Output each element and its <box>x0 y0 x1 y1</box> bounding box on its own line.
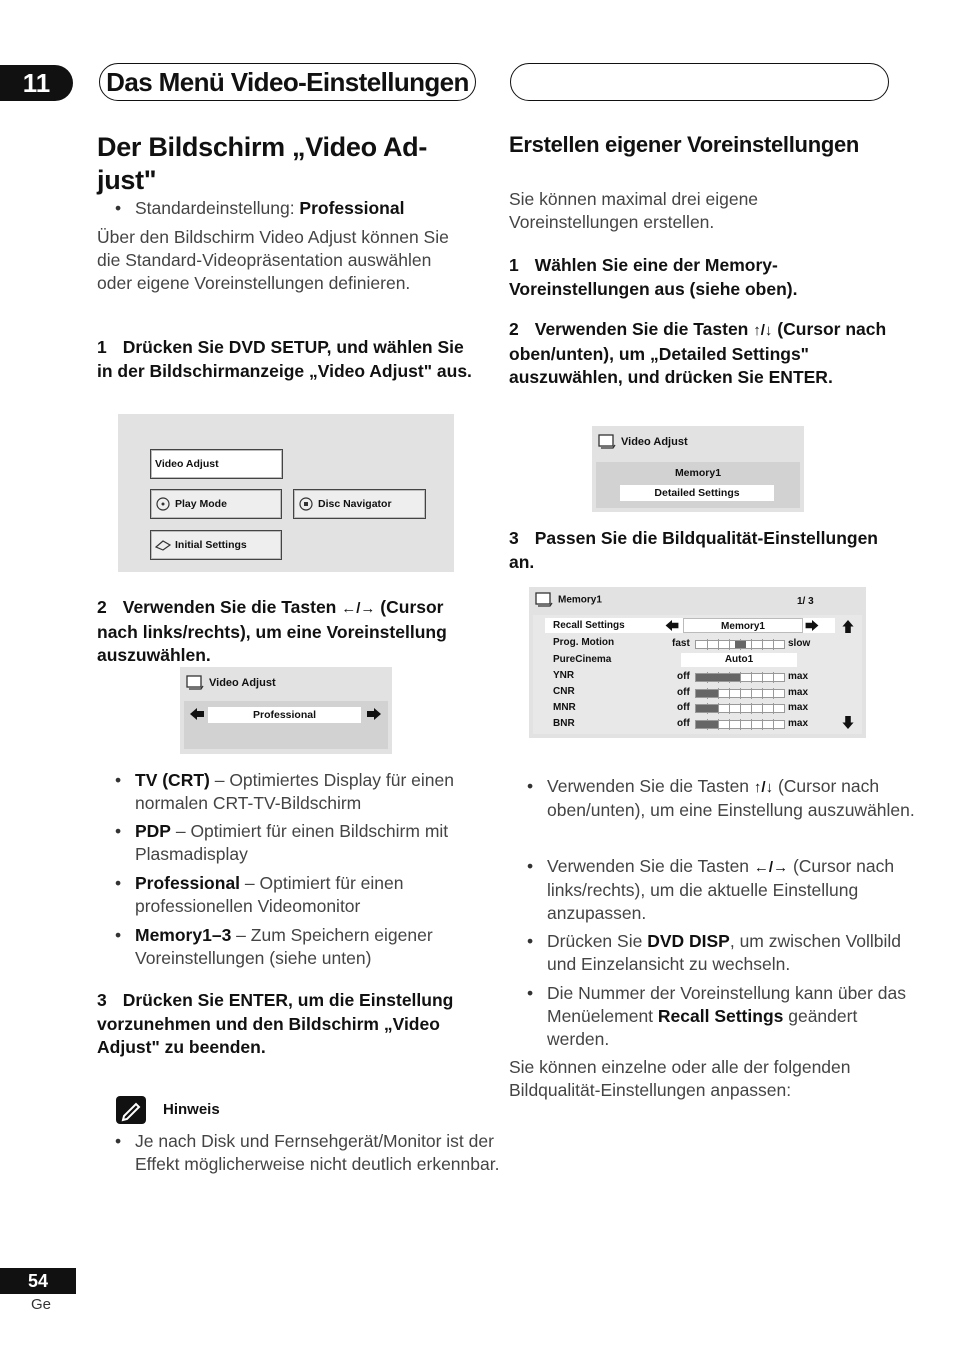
step-text: Drücken Sie ENTER, um die Einstellung vorzunehmen und den Bildschirm „Video Adjust" zu beenden. <box>97 990 454 1057</box>
text: , um zwischen Vollbild und Einzelansicht zu wechseln. <box>547 931 902 974</box>
screen-header <box>534 591 602 609</box>
left-right-arrows: ←/→ <box>341 600 376 617</box>
step-1 <box>509 254 879 301</box>
list-item <box>509 982 922 1051</box>
description: – Optimiert für einen Bildschirm mit Plasmadisplay <box>135 821 449 864</box>
min-label: off <box>677 718 690 729</box>
description: – Optimiertes Display für einen normalen CRT-TV-Bildschirm <box>135 770 454 813</box>
list-item <box>97 924 517 970</box>
row-label: CNR <box>553 686 575 697</box>
page-indicator: 1/ 3 <box>797 596 814 607</box>
level-bar[interactable] <box>695 689 785 698</box>
disc-play-icon <box>155 497 171 511</box>
play-mode-label: Play Mode <box>175 498 227 510</box>
bar-fill <box>696 674 740 681</box>
level-bar[interactable] <box>695 720 785 729</box>
selector-panel <box>184 701 388 749</box>
max-label: max <box>788 702 809 713</box>
step-number: 2 <box>97 597 107 617</box>
bar-tick <box>751 688 752 699</box>
step-number: 1 <box>97 337 107 357</box>
min-label: off <box>677 702 690 713</box>
max-label: max <box>788 687 809 698</box>
video-adjust-label: Video Adjust <box>155 458 219 470</box>
bar-tick <box>729 688 730 699</box>
step-text-b: (Cursor nach links/rechts), um eine Voreinstellung auszuwählen. <box>97 597 447 665</box>
step-1 <box>97 336 477 383</box>
note-body: Je nach Disk und Fernsehgerät/Monitor ist der Effekt möglicherweise nicht deutlich erkennbar. <box>135 1131 500 1174</box>
bar-tick <box>762 703 763 714</box>
min-label: fast <box>672 638 690 649</box>
bar-tick <box>751 703 752 714</box>
video-adjust-button[interactable] <box>150 449 283 479</box>
list-item <box>97 820 517 866</box>
term: PDP <box>135 821 171 841</box>
play-mode-button[interactable] <box>150 489 282 519</box>
default-label: Standardeinstellung: <box>135 198 300 218</box>
list-item <box>97 872 517 918</box>
memory-value: Memory1 <box>674 467 722 479</box>
initial-settings-label: Initial Settings <box>175 539 247 551</box>
bar-tick <box>707 639 708 650</box>
menu-item-name: Recall Settings <box>657 1006 784 1026</box>
max-label: max <box>788 718 809 729</box>
video-adjust-screen <box>180 667 392 754</box>
intro-paragraph: Über den Bildschirm Video Adjust können Sie die Standard-Videopräsentation auswählen oder eigene Voreinstellungen definieren. <box>97 227 449 293</box>
row-label: Prog. Motion <box>553 637 615 648</box>
list-item <box>509 775 922 822</box>
step-2 <box>509 318 894 390</box>
min-label: off <box>677 687 690 698</box>
text: geändert werden. <box>547 1006 858 1049</box>
row-label: PureCinema <box>553 654 612 665</box>
initial-settings-button[interactable] <box>150 530 282 560</box>
term: Memory1–3 <box>135 925 232 945</box>
default-value: Professional <box>299 198 405 218</box>
intro-paragraph: Sie können maximal drei eigene Voreinstellungen erstellen. <box>509 189 759 232</box>
settings-panel <box>533 615 862 734</box>
bar-tick <box>762 719 763 730</box>
bar-fill <box>696 705 718 712</box>
scroll-up-icon[interactable] <box>842 620 854 633</box>
preset-value[interactable]: Professional <box>208 707 361 723</box>
note-label: Hinweis <box>163 1101 220 1118</box>
up-down-arrows: ↑/↓ <box>753 779 774 796</box>
screen-title: Memory1 <box>558 594 602 606</box>
left-right-arrows: ←/→ <box>753 859 789 876</box>
setup-menu-screen <box>118 414 454 572</box>
row-label: BNR <box>553 718 575 729</box>
screen-header <box>597 433 688 451</box>
chapter-number: 11 <box>0 65 73 101</box>
max-label: slow <box>788 638 811 649</box>
step-text-a: Verwenden Sie die Tasten <box>122 597 342 617</box>
bar-tick <box>751 719 752 730</box>
step-3 <box>97 989 472 1060</box>
disc-navigator-icon <box>298 497 314 511</box>
bar-tick <box>773 639 774 650</box>
disc-navigator-label: Disc Navigator <box>318 498 392 510</box>
text: Verwenden Sie die Tasten <box>547 856 754 876</box>
level-bar[interactable] <box>695 640 785 649</box>
bar-tick <box>718 703 719 714</box>
text: (Cursor nach oben/unten), um eine Einstellung auszuwählen. <box>547 776 915 820</box>
settings-icon <box>155 538 171 552</box>
chapter-title: Das Menü Video-Einstellungen <box>99 63 476 101</box>
step-number: 3 <box>509 528 519 548</box>
bar-tick <box>773 703 774 714</box>
arrow-left-icon[interactable] <box>190 708 204 720</box>
detailed-settings-item[interactable]: Detailed Settings <box>620 485 774 501</box>
bar-fill <box>696 690 718 697</box>
step-3 <box>509 527 879 574</box>
bar-tick <box>718 639 719 650</box>
recall-value[interactable]: Memory1 <box>683 618 803 633</box>
list-item <box>97 769 517 815</box>
bar-tick <box>740 672 741 683</box>
memory-panel <box>596 462 800 508</box>
outro-paragraph: Sie können einzelne oder alle der folgenden Bildqualität-Einstellungen anpassen: <box>509 1057 851 1100</box>
chapter-pill-empty <box>510 63 889 101</box>
bar-tick <box>773 672 774 683</box>
default-setting <box>97 197 515 220</box>
row-label: Recall Settings <box>553 620 625 631</box>
video-adjust-icon <box>185 674 205 692</box>
term: Professional <box>135 873 241 893</box>
detailed-settings-screen <box>529 587 866 738</box>
bar-fill <box>696 721 718 728</box>
step-text: Passen Sie die Bildqualität-Einstellungen an. <box>509 528 879 572</box>
arrow-right-icon[interactable] <box>367 708 381 720</box>
bar-tick <box>762 639 763 650</box>
row-label: MNR <box>553 702 576 713</box>
up-down-arrows: ↑/↓ <box>753 322 773 339</box>
bar-tick <box>718 719 719 730</box>
description: – Optimiert für einen professionellen Videomonitor <box>135 873 404 916</box>
screen-title: Video Adjust <box>621 435 688 448</box>
bar-tick <box>773 688 774 699</box>
min-label: off <box>677 671 690 682</box>
bar-tick <box>729 639 730 650</box>
disc-navigator-button[interactable] <box>293 489 426 519</box>
scroll-down-icon[interactable] <box>842 716 854 729</box>
bar-tick <box>729 719 730 730</box>
step-text-a: Verwenden Sie die Tasten <box>534 319 754 339</box>
screen-header <box>185 674 276 692</box>
bar-tick <box>773 719 774 730</box>
level-bar[interactable] <box>695 673 785 682</box>
text: Drücken Sie <box>547 931 648 951</box>
bar-tick <box>729 703 730 714</box>
step-number: 1 <box>509 255 519 275</box>
memory-screen <box>592 426 804 512</box>
step-2 <box>97 596 479 668</box>
term: TV (CRT) <box>135 770 210 790</box>
bar-tick <box>751 672 752 683</box>
video-adjust-icon <box>597 433 617 451</box>
bar-tick <box>718 688 719 699</box>
arrow-right-icon[interactable] <box>805 620 819 631</box>
arrow-left-icon[interactable] <box>665 620 679 631</box>
note-text <box>97 1130 515 1176</box>
description: – Zum Speichern eigener Voreinstellungen (siehe unten) <box>135 925 433 968</box>
step-text: Drücken Sie DVD SETUP, und wählen Sie in der Bildschirmanzeige „Video Adjust" aus. <box>97 337 472 381</box>
row-label: YNR <box>553 670 575 681</box>
step-number: 2 <box>509 319 519 339</box>
page-number: 54 <box>0 1268 76 1294</box>
list-item <box>509 930 922 976</box>
bar-tick <box>751 639 752 650</box>
max-label: max <box>788 671 809 682</box>
screen-title: Video Adjust <box>209 676 276 689</box>
bar-tick <box>762 672 763 683</box>
bar-tick <box>740 719 741 730</box>
bar-tick <box>762 688 763 699</box>
purecinema-value[interactable]: Auto1 <box>681 653 797 667</box>
key-name: DVD DISP <box>647 931 730 951</box>
bar-fill <box>735 641 746 648</box>
note-icon <box>116 1096 146 1124</box>
video-adjust-icon <box>534 591 554 609</box>
language-code: Ge <box>31 1296 52 1313</box>
list-item <box>509 855 922 925</box>
step-text-b: (Cursor nach oben/unten), um „Detailed Settings" auszuwählen, und drücken Sie ENTER. <box>509 319 887 387</box>
text: (Cursor nach links/rechts), um die aktuelle Einstellung anzupassen. <box>547 856 895 923</box>
bar-tick <box>740 688 741 699</box>
step-number: 3 <box>97 990 107 1010</box>
step-text: Wählen Sie eine der Memory-Voreinstellungen aus (siehe oben). <box>509 255 798 299</box>
section-title: Erstellen eigener Voreinstellungen <box>509 132 860 157</box>
section-title: Der Bildschirm „Video Ad- just" <box>97 132 428 195</box>
text: Verwenden Sie die Tasten <box>547 776 754 796</box>
level-bar[interactable] <box>695 704 785 713</box>
bar-tick <box>740 703 741 714</box>
text: Die Nummer der Voreinstellung kann über das Menüelement <box>547 983 906 1026</box>
